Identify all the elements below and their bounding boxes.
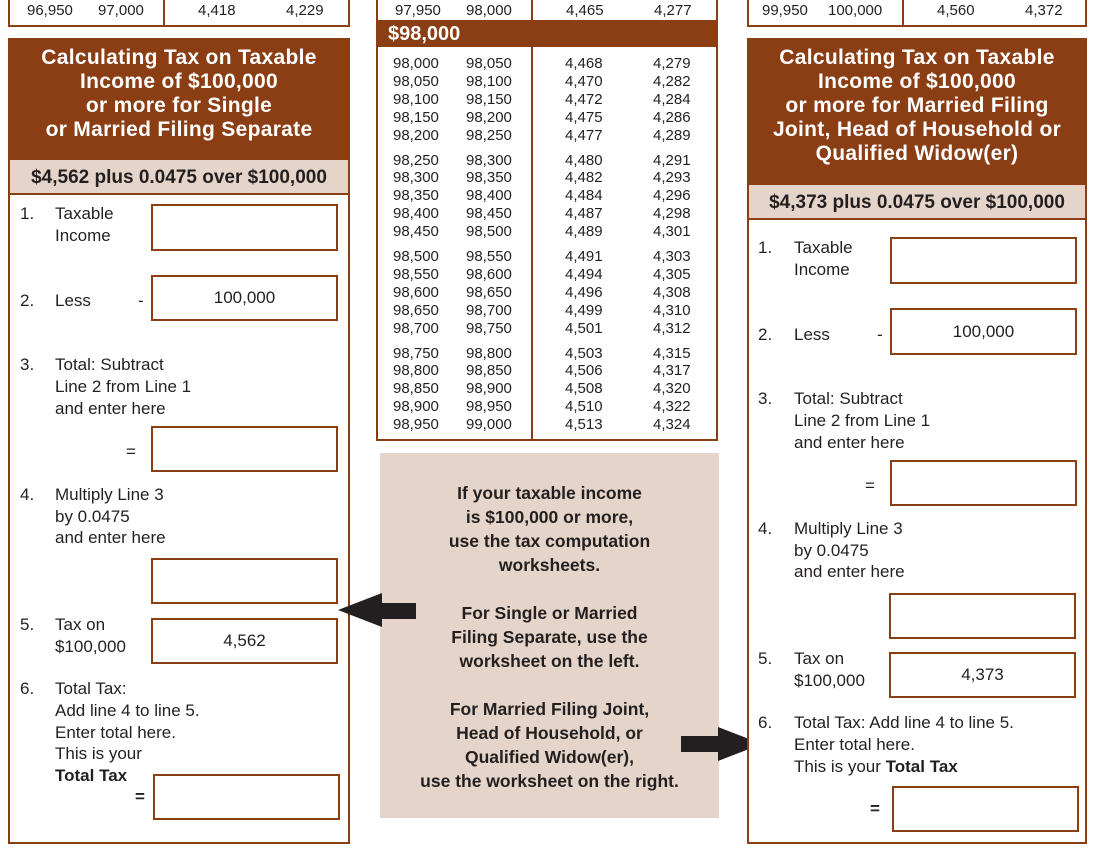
table-cell: 4,308 bbox=[653, 283, 691, 301]
line-number: 3. bbox=[758, 389, 773, 408]
line-text: Enter total here. bbox=[55, 723, 176, 742]
middle-top-cell: 97,950 bbox=[395, 2, 441, 19]
table-cell: 98,350 bbox=[466, 169, 512, 187]
table-cell: 4,506 bbox=[565, 362, 603, 380]
line-text: This is your bbox=[55, 744, 142, 763]
less-sign: - bbox=[138, 291, 144, 310]
table-cell: 98,850 bbox=[466, 362, 512, 380]
equals-sign: = bbox=[865, 476, 875, 495]
table-cell: 98,600 bbox=[393, 283, 439, 301]
table-cell: 98,250 bbox=[393, 151, 439, 169]
table-cell: 98,950 bbox=[393, 416, 439, 434]
table-cell: 98,150 bbox=[393, 108, 439, 126]
table-cell: 4,305 bbox=[653, 265, 691, 283]
line-text: by 0.0475 bbox=[794, 541, 869, 560]
instruction-line: Qualified Widow(er), bbox=[464, 747, 634, 767]
table-cell: 4,296 bbox=[653, 187, 691, 205]
line-text: Total: Subtract bbox=[55, 355, 164, 374]
tax-on-100000-field[interactable]: 4,562 bbox=[151, 618, 338, 664]
total-tax-field[interactable] bbox=[153, 774, 340, 820]
title-line: Income of $100,000 bbox=[80, 70, 278, 93]
tax-table bbox=[376, 21, 718, 441]
instructions-box bbox=[380, 453, 719, 818]
left-worksheet-title bbox=[10, 40, 348, 158]
title-line: or more for Single bbox=[85, 94, 273, 117]
line-text: $100,000 bbox=[55, 637, 126, 656]
title-line: Calculating Tax on Taxable bbox=[779, 46, 1055, 69]
left-top-row bbox=[8, 0, 350, 27]
table-cell: 99,000 bbox=[466, 416, 512, 434]
table-cell: 4,324 bbox=[653, 416, 691, 434]
middle-top-cell: 98,000 bbox=[466, 2, 512, 19]
table-row bbox=[378, 302, 716, 320]
table-cell: 4,510 bbox=[565, 398, 603, 416]
line-number: 2. bbox=[20, 291, 35, 310]
left-worksheet bbox=[8, 38, 350, 844]
instructions-paragraph bbox=[380, 601, 719, 673]
table-cell: 4,487 bbox=[565, 205, 603, 223]
line-text: Total Tax: bbox=[55, 679, 127, 698]
table-cell: 4,289 bbox=[653, 126, 691, 144]
table-row bbox=[378, 284, 716, 302]
table-row bbox=[378, 266, 716, 284]
table-cell: 98,700 bbox=[393, 319, 439, 337]
instruction-line: worksheet on the left. bbox=[459, 651, 640, 671]
line-text: Line 2 from Line 1 bbox=[794, 411, 931, 430]
table-cell: 4,508 bbox=[565, 380, 603, 398]
line-text: and enter here bbox=[794, 562, 905, 581]
total-tax-field[interactable] bbox=[892, 786, 1079, 832]
table-cell: 98,500 bbox=[393, 248, 439, 265]
instructions-paragraph bbox=[380, 481, 719, 577]
table-row bbox=[378, 362, 716, 380]
table-cell: 4,496 bbox=[565, 283, 603, 301]
total-subtract-field[interactable] bbox=[151, 426, 338, 472]
table-cell: 4,312 bbox=[653, 319, 691, 337]
table-row bbox=[378, 73, 716, 91]
tax-on-100000-field[interactable]: 4,373 bbox=[889, 652, 1076, 698]
table-cell: 4,491 bbox=[565, 248, 603, 265]
table-cell: 4,303 bbox=[653, 248, 691, 265]
table-cell: 98,400 bbox=[466, 187, 512, 205]
line-text: and enter here bbox=[794, 433, 905, 452]
table-cell: 98,100 bbox=[466, 72, 512, 90]
table-cell: 4,472 bbox=[565, 90, 603, 108]
taxable-income-field[interactable] bbox=[151, 204, 338, 251]
right-top-cell: 4,560 bbox=[937, 2, 975, 19]
line-text: Add line 4 to line 5. bbox=[55, 701, 200, 720]
instruction-line: If your taxable income bbox=[457, 483, 642, 503]
table-cell: 4,480 bbox=[565, 151, 603, 169]
title-line: Qualified Widow(er) bbox=[815, 142, 1019, 165]
line-text: Enter total here. bbox=[794, 735, 915, 754]
table-cell: 4,315 bbox=[653, 344, 691, 362]
line-number: 6. bbox=[758, 713, 773, 732]
line-text: Tax on bbox=[55, 615, 106, 634]
right-top-row bbox=[747, 0, 1087, 27]
table-cell: 4,293 bbox=[653, 169, 691, 187]
instruction-line: is $100,000 or more, bbox=[465, 507, 634, 527]
total-subtract-field[interactable] bbox=[890, 460, 1077, 506]
table-row bbox=[378, 320, 716, 338]
table-cell: 4,468 bbox=[565, 55, 603, 72]
table-cell: 98,050 bbox=[393, 72, 439, 90]
table-cell: 4,284 bbox=[653, 90, 691, 108]
table-row bbox=[378, 205, 716, 223]
table-cell: 98,200 bbox=[466, 108, 512, 126]
line-text: Income bbox=[794, 260, 850, 279]
line-text: Tax on bbox=[794, 649, 845, 668]
table-cell: 4,489 bbox=[565, 223, 603, 241]
table-cell: 98,900 bbox=[466, 380, 512, 398]
table-cell: 4,279 bbox=[653, 55, 691, 72]
line-number: 1. bbox=[20, 204, 35, 223]
line-text: and enter here bbox=[55, 528, 166, 547]
left-top-cell: 4,229 bbox=[286, 2, 324, 19]
table-row bbox=[378, 91, 716, 109]
line-number: 3. bbox=[20, 355, 35, 374]
table-cell: 98,850 bbox=[393, 380, 439, 398]
title-line: Calculating Tax on Taxable bbox=[41, 46, 317, 69]
title-line: Joint, Head of Household or bbox=[772, 118, 1062, 141]
line-number: 5. bbox=[20, 615, 35, 634]
middle-top-row bbox=[376, 0, 718, 22]
table-cell: 4,482 bbox=[565, 169, 603, 187]
left-formula: $4,562 plus 0.0475 over $100,000 bbox=[10, 158, 348, 195]
table-cell: 4,475 bbox=[565, 108, 603, 126]
title-line: or more for Married Filing bbox=[785, 94, 1049, 117]
line-text: Taxable bbox=[794, 238, 853, 257]
table-row bbox=[378, 187, 716, 205]
table-row bbox=[378, 152, 716, 170]
line-number: 4. bbox=[758, 519, 773, 538]
table-cell: 4,282 bbox=[653, 72, 691, 90]
line-text: Multiply Line 3 bbox=[55, 485, 164, 504]
table-cell: 98,600 bbox=[466, 265, 512, 283]
table-cell: 98,300 bbox=[466, 151, 512, 169]
line-text: Multiply Line 3 bbox=[794, 519, 903, 538]
table-row bbox=[378, 248, 716, 266]
table-cell: 4,286 bbox=[653, 108, 691, 126]
line-text: Less bbox=[55, 291, 91, 310]
table-cell: 4,298 bbox=[653, 205, 691, 223]
table-cell: 4,317 bbox=[653, 362, 691, 380]
line-number: 5. bbox=[758, 649, 773, 668]
instruction-line: Filing Separate, use the bbox=[451, 627, 648, 647]
table-cell: 4,513 bbox=[565, 416, 603, 434]
multiply-field[interactable] bbox=[889, 593, 1076, 639]
line-text: Less bbox=[794, 325, 830, 344]
instruction-line: For Married Filing Joint, bbox=[449, 699, 650, 719]
table-cell: 98,800 bbox=[393, 362, 439, 380]
table-cell: 98,200 bbox=[393, 126, 439, 144]
table-cell: 98,750 bbox=[393, 344, 439, 362]
table-cell: 4,470 bbox=[565, 72, 603, 90]
line-text: and enter here bbox=[55, 399, 166, 418]
right-top-cell: 4,372 bbox=[1025, 2, 1063, 19]
less-field[interactable]: 100,000 bbox=[151, 275, 338, 321]
table-cell: 98,700 bbox=[466, 301, 512, 319]
less-field[interactable]: 100,000 bbox=[890, 308, 1077, 355]
total-tax-label: Total Tax bbox=[55, 766, 128, 785]
table-cell: 98,250 bbox=[466, 126, 512, 144]
table-cell: 98,950 bbox=[466, 398, 512, 416]
line-text: Line 2 from Line 1 bbox=[55, 377, 192, 396]
table-row bbox=[378, 416, 716, 434]
table-cell: 98,550 bbox=[393, 265, 439, 283]
table-cell: 98,450 bbox=[393, 223, 439, 241]
line-text: Income bbox=[55, 226, 111, 245]
table-cell: 98,400 bbox=[393, 205, 439, 223]
left-top-cell: 96,950 bbox=[27, 2, 73, 19]
table-cell: 98,100 bbox=[393, 90, 439, 108]
right-top-cell: 100,000 bbox=[828, 2, 883, 19]
line-text: $100,000 bbox=[794, 671, 865, 690]
table-row bbox=[378, 127, 716, 145]
equals-sign: = bbox=[135, 787, 145, 806]
table-row bbox=[378, 380, 716, 398]
title-line: or Married Filing Separate bbox=[45, 118, 313, 141]
table-cell: 98,300 bbox=[393, 169, 439, 187]
table-cell: 4,320 bbox=[653, 380, 691, 398]
line-text: Taxable bbox=[55, 204, 114, 223]
table-row bbox=[378, 223, 716, 241]
table-header: $98,000 bbox=[378, 21, 716, 47]
table-cell: 4,322 bbox=[653, 398, 691, 416]
title-line: Income of $100,000 bbox=[818, 70, 1016, 93]
table-cell: 98,650 bbox=[466, 283, 512, 301]
line-text: Total Tax: Add line 4 to line 5. bbox=[794, 713, 1014, 732]
table-cell: 98,650 bbox=[393, 301, 439, 319]
table-row bbox=[378, 345, 716, 363]
table-row bbox=[378, 398, 716, 416]
table-cell: 98,000 bbox=[393, 55, 439, 72]
less-sign: - bbox=[877, 325, 883, 344]
instructions-paragraph bbox=[380, 697, 719, 793]
left-top-cell: 97,000 bbox=[98, 2, 144, 19]
middle-top-cell: 4,465 bbox=[566, 2, 604, 19]
table-cell: 4,494 bbox=[565, 265, 603, 283]
right-worksheet bbox=[747, 38, 1087, 844]
middle-top-cell: 4,277 bbox=[654, 2, 692, 19]
table-cell: 98,450 bbox=[466, 205, 512, 223]
table-cell: 98,050 bbox=[466, 55, 512, 72]
instruction-line: use the tax computation bbox=[448, 531, 651, 551]
table-cell: 98,750 bbox=[466, 319, 512, 337]
line-text bbox=[794, 756, 958, 778]
table-cell: 4,291 bbox=[653, 151, 691, 169]
table-cell: 4,477 bbox=[565, 126, 603, 144]
table-cell: 98,500 bbox=[466, 223, 512, 241]
instruction-line: For Single or Married bbox=[461, 603, 638, 623]
table-cell: 98,800 bbox=[466, 344, 512, 362]
right-top-cell: 99,950 bbox=[762, 2, 808, 19]
line-number: 2. bbox=[758, 325, 773, 344]
table-cell: 4,499 bbox=[565, 301, 603, 319]
instruction-line: worksheets. bbox=[498, 555, 601, 575]
table-cell: 4,503 bbox=[565, 344, 603, 362]
taxable-income-field[interactable] bbox=[890, 237, 1077, 284]
line-number: 4. bbox=[20, 485, 35, 504]
left-top-cell: 4,418 bbox=[198, 2, 236, 19]
table-cell: 98,350 bbox=[393, 187, 439, 205]
table-cell: 98,150 bbox=[466, 90, 512, 108]
table-row bbox=[378, 169, 716, 187]
table-cell: 4,484 bbox=[565, 187, 603, 205]
right-formula: $4,373 plus 0.0475 over $100,000 bbox=[749, 183, 1085, 220]
table-cell: 98,550 bbox=[466, 248, 512, 265]
line-text: by 0.0475 bbox=[55, 507, 130, 526]
line-text-part: This is your bbox=[794, 757, 886, 776]
line-text: Total: Subtract bbox=[794, 389, 903, 408]
table-cell: 4,310 bbox=[653, 301, 691, 319]
table-row bbox=[378, 109, 716, 127]
table-cell: 4,501 bbox=[565, 319, 603, 337]
table-row bbox=[378, 55, 716, 73]
instruction-line: use the worksheet on the right. bbox=[420, 771, 679, 791]
right-worksheet-title bbox=[749, 40, 1085, 183]
equals-sign: = bbox=[870, 799, 880, 818]
total-tax-label: Total Tax bbox=[885, 757, 958, 776]
line-number: 1. bbox=[758, 238, 773, 257]
equals-sign: = bbox=[126, 442, 136, 461]
table-cell: 98,900 bbox=[393, 398, 439, 416]
multiply-field[interactable] bbox=[151, 558, 338, 604]
table-cell: 4,301 bbox=[653, 223, 691, 241]
line-number: 6. bbox=[20, 679, 35, 698]
instruction-line: Head of Household, or bbox=[456, 723, 643, 743]
